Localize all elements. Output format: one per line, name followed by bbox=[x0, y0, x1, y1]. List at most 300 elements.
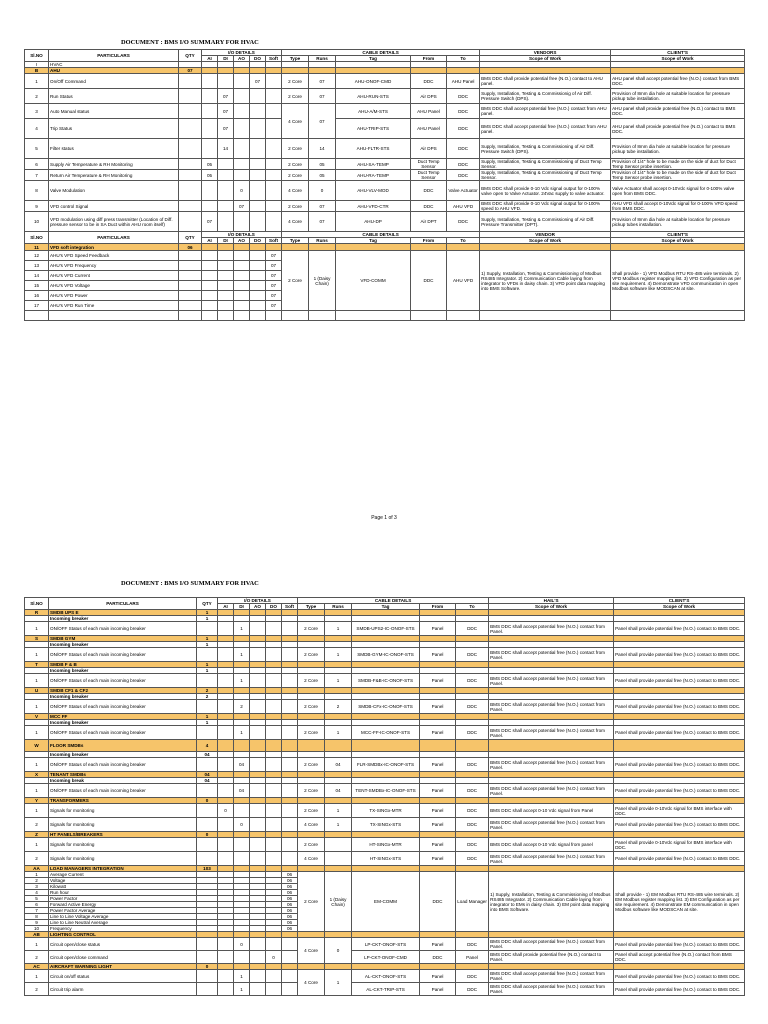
cell-ao bbox=[234, 74, 250, 89]
header-particulars: PARTICULARS bbox=[49, 232, 179, 244]
cell-particulars: VFD modulation using diff press transmitter (Location of Diff. pressure sensor to be in SA Duct within AHU room itself) bbox=[49, 212, 179, 232]
cell-qty bbox=[197, 818, 218, 832]
cell-soft bbox=[282, 983, 298, 996]
cell-tag: HT-SINGx-STS bbox=[352, 852, 420, 866]
cell-runs: 2 bbox=[325, 700, 352, 714]
cell-slno: 11 bbox=[25, 244, 49, 251]
cell-client-scope: Provision of 1/4" hole to be made on the side of duct for Duct Temp Sensor probe insertion. bbox=[611, 159, 745, 170]
cell-slno: AC bbox=[25, 964, 49, 970]
cell-vendor-scope: BMS DDC shall provide 0-10 Vdc signal output for 0-100% valve open to Valve Actuator. 24Vac supply to valve actuator. bbox=[480, 181, 611, 201]
cell-do bbox=[266, 818, 282, 832]
header-soft: Soft bbox=[282, 604, 298, 610]
header-qty: QTY bbox=[197, 598, 218, 610]
cell-do bbox=[266, 784, 282, 798]
cell-vendor-scope: BMS DDC shall accept potential free (N.O.) contact from AHU panel. bbox=[480, 104, 611, 119]
cell-particulars: Incoming breaker bbox=[49, 694, 197, 700]
cell-do bbox=[250, 301, 266, 311]
cell-do bbox=[266, 674, 282, 688]
cell-to: DDC bbox=[456, 784, 489, 798]
cell-particulars: Forward Active Energy bbox=[49, 902, 197, 908]
cell-slno: B bbox=[25, 68, 49, 74]
cell-ai bbox=[202, 271, 218, 281]
cell-slno: 1 bbox=[25, 838, 49, 852]
cell-qty bbox=[197, 804, 218, 818]
cell-ao bbox=[250, 740, 266, 752]
cell-to: DDC bbox=[447, 119, 480, 139]
cell-from: Panel bbox=[420, 818, 456, 832]
cell-di: 1 bbox=[234, 726, 250, 740]
header-slno: Sl.NO bbox=[25, 598, 49, 610]
cell-slno: 15 bbox=[25, 281, 49, 291]
table-row bbox=[25, 838, 745, 852]
cell-to: DDC bbox=[456, 700, 489, 714]
cell-do bbox=[266, 970, 282, 983]
cell-soft bbox=[266, 159, 282, 170]
cell-client-scope: Panel shall provide potential free (N.O.) contact to BMS DDC. bbox=[614, 983, 745, 996]
table-row bbox=[25, 139, 745, 159]
cell-do bbox=[250, 251, 266, 261]
cell-particulars: Line to Line Neutral Average bbox=[49, 920, 197, 926]
cell-di: 1 bbox=[234, 674, 250, 688]
table-row bbox=[25, 804, 745, 818]
cell-particulars: Incoming breaker bbox=[49, 616, 197, 622]
header-vendor-scope: Scope of Work bbox=[480, 56, 611, 62]
cell-type: 2 Core bbox=[298, 758, 325, 772]
cell-ai bbox=[202, 311, 218, 321]
cell-slno: S bbox=[25, 636, 49, 642]
cell-to bbox=[447, 311, 480, 321]
cell-di bbox=[218, 74, 234, 89]
cell-tag: AHU-VLV-MOD bbox=[336, 181, 411, 201]
cell-vendor-scope: Supply, Installation, Testing & Commissioning of Duct Temp Sensor. bbox=[480, 159, 611, 170]
cell-from: Duct Temp Sensor bbox=[411, 170, 447, 181]
cell-particulars: Signals for monitoring bbox=[49, 852, 197, 866]
cell-to: DDC bbox=[456, 648, 489, 662]
cell-ao bbox=[250, 648, 266, 662]
cell-slno: 8 bbox=[25, 914, 49, 920]
cell-vendor-scope bbox=[480, 244, 611, 251]
table-row bbox=[25, 951, 745, 964]
cell-ai: 05 bbox=[202, 159, 218, 170]
cell-qty bbox=[197, 938, 218, 951]
table-row bbox=[25, 818, 745, 832]
header-ao: AO bbox=[250, 604, 266, 610]
cell-qty bbox=[179, 301, 202, 311]
cell-slno: 1 bbox=[25, 674, 49, 688]
cell-soft: 06 bbox=[282, 884, 298, 890]
cell-from bbox=[420, 740, 456, 752]
cell-runs: 1 bbox=[325, 970, 352, 996]
cell-do bbox=[266, 838, 282, 852]
cell-type: 2 Core bbox=[282, 159, 309, 170]
cell-tag: FLR-SMDBx-IC-ONOF-STS bbox=[352, 758, 420, 772]
header-from: From bbox=[411, 56, 447, 62]
cell-particulars: Auto Manual status bbox=[49, 104, 179, 119]
cell-vendor-scope: Supply, Installation, Testing & Commissioning of Duct Temp Sensor. bbox=[480, 170, 611, 181]
cell-do bbox=[266, 726, 282, 740]
cell-slno: 5 bbox=[25, 896, 49, 902]
cell-soft bbox=[266, 89, 282, 104]
cell-to: Panel bbox=[456, 951, 489, 964]
cell-soft: 06 bbox=[282, 902, 298, 908]
cell-di bbox=[218, 291, 234, 301]
cell-from: Air DPT bbox=[411, 212, 447, 232]
cell-vendor-scope: BMS DDC shall accept 0-10 Vdc signal from Panel bbox=[489, 804, 614, 818]
cell-to: DDC bbox=[456, 726, 489, 740]
table-row bbox=[25, 700, 745, 714]
cell-to: DDC bbox=[447, 159, 480, 170]
cell-soft: 06 bbox=[282, 872, 298, 878]
cell-from: Panel bbox=[420, 622, 456, 636]
cell-to: DDC bbox=[456, 970, 489, 983]
cell-di bbox=[218, 301, 234, 311]
cell-qty bbox=[179, 201, 202, 212]
cell-tag: AHU-SA-TEMP bbox=[336, 159, 411, 170]
cell-slno: 1 bbox=[25, 758, 49, 772]
cell-soft: 06 bbox=[282, 914, 298, 920]
cell-qty bbox=[179, 139, 202, 159]
header-soft: Soft bbox=[266, 238, 282, 244]
cell-type: 4 Core bbox=[282, 181, 309, 201]
cell-di bbox=[234, 852, 250, 866]
cell-soft bbox=[282, 740, 298, 752]
cell-client-scope: Panel shall provide potential free (N.O.) contact to BMS DDC. bbox=[614, 700, 745, 714]
cell-slno: 7 bbox=[25, 170, 49, 181]
cell-do bbox=[266, 804, 282, 818]
cell-particulars: ON/OFF Status of each main incoming breaker bbox=[49, 784, 197, 798]
cell-qty bbox=[197, 622, 218, 636]
cell-from: DDC bbox=[420, 951, 456, 964]
cell-client-scope: Panel shall provide potential free (N.O.) contact to BMS DDC. bbox=[614, 758, 745, 772]
cell-to: DDC bbox=[456, 622, 489, 636]
cell-particulars: MCC FF bbox=[49, 714, 197, 720]
cell-soft bbox=[282, 622, 298, 636]
cell-type: 2 Core bbox=[298, 700, 325, 714]
cell-particulars: AHU's VFD Speed Feedback bbox=[49, 251, 179, 261]
cell-ao bbox=[250, 852, 266, 866]
cell-vendor-scope: Supply, Installation, Testing & Commissionig of Air Diff. Pressure Switch (DPS). bbox=[480, 89, 611, 104]
cell-slno: AA bbox=[25, 866, 49, 872]
cell-tag: LP-CKT-ONOF-STS bbox=[352, 938, 420, 951]
cell-soft bbox=[266, 104, 282, 119]
cell-particulars: Incoming breaker bbox=[49, 668, 197, 674]
cell-to bbox=[456, 740, 489, 752]
cell-ao bbox=[234, 159, 250, 170]
cell-vendor-scope: BMS DDC shall accept potential free (N.O.) contact from Panel. bbox=[489, 758, 614, 772]
cell-from: Panel bbox=[420, 700, 456, 714]
header-cable-details: CABLE DETAILS bbox=[282, 232, 480, 238]
cell-qty bbox=[179, 251, 202, 261]
cell-particulars: VFD control Signal bbox=[49, 201, 179, 212]
cell-do bbox=[266, 983, 282, 996]
cell-runs: 1 bbox=[325, 726, 352, 740]
cell-to: DDC bbox=[447, 212, 480, 232]
cell-do bbox=[250, 139, 266, 159]
cell-slno bbox=[25, 311, 49, 321]
cell-qty bbox=[179, 159, 202, 170]
cell-particulars: Valve Modulation bbox=[49, 181, 179, 201]
cell-tag: TX-SINGx-STS bbox=[352, 818, 420, 832]
cell-do bbox=[250, 244, 266, 251]
cell-slno: 1 bbox=[25, 74, 49, 89]
cell-ai bbox=[202, 119, 218, 139]
cell-particulars: Run hour bbox=[49, 890, 197, 896]
cell-type: 4 Core bbox=[298, 938, 325, 964]
cell-particulars: Signals for monitoring bbox=[49, 804, 197, 818]
cell-soft bbox=[266, 170, 282, 181]
cell-soft: 06 bbox=[282, 890, 298, 896]
cell-slno: 9 bbox=[25, 920, 49, 926]
cell-qty: 04 bbox=[197, 752, 218, 758]
header-cable-details: CABLE DETAILS bbox=[282, 50, 480, 56]
table-row bbox=[25, 758, 745, 772]
cell-ai bbox=[218, 700, 234, 714]
cell-from: Panel bbox=[420, 804, 456, 818]
cell-from: Panel bbox=[420, 674, 456, 688]
cell-from: Panel bbox=[420, 648, 456, 662]
cell-particulars bbox=[49, 311, 179, 321]
cell-tag: AL-CKT-ONOF-STS bbox=[352, 970, 420, 983]
cell-do bbox=[250, 311, 266, 321]
header-to: To bbox=[447, 238, 480, 244]
cell-ao bbox=[234, 244, 250, 251]
table-row bbox=[25, 181, 745, 201]
cell-particulars: Incoming break bbox=[49, 778, 197, 784]
cell-from: Panel bbox=[420, 758, 456, 772]
cell-di: 0 bbox=[234, 938, 250, 951]
cell-ao bbox=[250, 700, 266, 714]
section-row bbox=[25, 244, 745, 251]
table-row bbox=[25, 726, 745, 740]
cell-slno: 12 bbox=[25, 251, 49, 261]
cell-qty: 0 bbox=[197, 798, 218, 804]
cell-slno: 1 bbox=[25, 784, 49, 798]
merged-tag: VFD-COMM bbox=[336, 251, 411, 311]
cell-ao: 0 bbox=[234, 181, 250, 201]
table-row bbox=[25, 119, 745, 139]
cell-particulars: AHU's VFD Current bbox=[49, 271, 179, 281]
header-runs: Runs bbox=[325, 604, 352, 610]
cell-qty: 2 bbox=[197, 694, 218, 700]
merged-to: Load Manager bbox=[456, 872, 489, 932]
cell-ai bbox=[218, 740, 234, 752]
cell-do bbox=[250, 201, 266, 212]
cell-slno: 4 bbox=[25, 890, 49, 896]
header-ao: AO bbox=[234, 56, 250, 62]
cell-ao bbox=[234, 311, 250, 321]
header-di: DI bbox=[234, 604, 250, 610]
cell-runs: 05 bbox=[309, 170, 336, 181]
cell-slno: X bbox=[25, 772, 49, 778]
cell-qty: 04 bbox=[197, 772, 218, 778]
cell-particulars: Circuit trip alarm bbox=[49, 983, 197, 996]
cell-runs: 07 bbox=[309, 89, 336, 104]
cell-client-scope: Panel shall provide potential free (N.O.) contact to BMS DDC. bbox=[614, 938, 745, 951]
cell-particulars: AHU bbox=[49, 68, 179, 74]
cell-particulars: ON/OFF Status of each main incoming breaker bbox=[49, 758, 197, 772]
cell-particulars: AHU's VFD Run Time bbox=[49, 301, 179, 311]
cell-soft bbox=[282, 970, 298, 983]
cell-ai bbox=[202, 301, 218, 311]
cell-particulars: Circuit on/off status bbox=[49, 970, 197, 983]
cell-vendor-scope: BMS DDC shall accept potential free (N.O.) contact from Panel. bbox=[489, 700, 614, 714]
cell-ao bbox=[234, 170, 250, 181]
cell-ao bbox=[250, 784, 266, 798]
cell-slno: W bbox=[25, 740, 49, 752]
cell-runs: 07 bbox=[309, 201, 336, 212]
cell-particulars: VFD soft integration bbox=[49, 244, 179, 251]
cell-ao bbox=[250, 674, 266, 688]
cell-soft bbox=[266, 244, 282, 251]
merged-type: 2 Core bbox=[282, 251, 309, 311]
cell-qty bbox=[179, 181, 202, 201]
cell-type: 2 Core bbox=[282, 74, 309, 89]
header-particulars: PARTICULARS bbox=[49, 598, 197, 610]
cell-qty: 1 bbox=[197, 714, 218, 720]
cell-di bbox=[218, 281, 234, 291]
table-row bbox=[25, 201, 745, 212]
cell-slno: 6 bbox=[25, 159, 49, 170]
cell-from: Panel bbox=[420, 784, 456, 798]
header-particulars: PARTICULARS bbox=[49, 50, 179, 62]
cell-soft: 07 bbox=[266, 281, 282, 291]
cell-particulars: HVAC bbox=[49, 62, 179, 68]
cell-qty bbox=[197, 758, 218, 772]
cell-particulars: Incoming breaker bbox=[49, 752, 197, 758]
cell-particulars: On/Off Command bbox=[49, 74, 179, 89]
cell-type: 2 Core bbox=[282, 89, 309, 104]
cell-ai bbox=[218, 838, 234, 852]
cell-slno: 7 bbox=[25, 908, 49, 914]
cell-from: DDC bbox=[411, 201, 447, 212]
cell-do bbox=[250, 271, 266, 281]
merged-client-scope: Shall provide - 1) EM Modbus RTU RS-485 wire terminals. 2) EM Modbus register mapping list. 3) EM Configuration as per site requirement. 4) Demonstrate EM communication in open Modbus software like MODSCAN at site. bbox=[614, 872, 745, 932]
cell-qty: 0 bbox=[197, 832, 218, 838]
header-ai: AI bbox=[202, 56, 218, 62]
cell-particulars: Circuit open/close command bbox=[49, 951, 197, 964]
cell-tag: AHU-A/M-STS bbox=[336, 104, 411, 119]
table-row bbox=[25, 784, 745, 798]
cell-do: 0 bbox=[266, 951, 282, 964]
cell-type bbox=[298, 740, 325, 752]
cell-slno: 2 bbox=[25, 878, 49, 884]
cell-particulars: ON/OFF Status of each main incoming breaker bbox=[49, 674, 197, 688]
cell-slno: Z bbox=[25, 832, 49, 838]
cell-tag: AHU-FLTR-STS bbox=[336, 139, 411, 159]
cell-ai bbox=[202, 281, 218, 291]
table-row bbox=[25, 311, 745, 321]
cell-tag: SMDB-UPS2-IC-ONOF-STS bbox=[352, 622, 420, 636]
cell-ao bbox=[234, 291, 250, 301]
cell-slno: Y bbox=[25, 798, 49, 804]
header-from: From bbox=[411, 238, 447, 244]
cell-tag: SMDB-GYM-IC-ONOF-STS bbox=[352, 648, 420, 662]
cell-type: 2 Core bbox=[282, 201, 309, 212]
header-ai: AI bbox=[218, 604, 234, 610]
header-ao: AO bbox=[234, 238, 250, 244]
cell-client-scope: Valve Actuator shall accept 0-10Vdc signal for 0-100% valve open from BMS DDC. bbox=[611, 181, 745, 201]
cell-qty bbox=[179, 89, 202, 104]
cell-particulars: Signals for monitoring bbox=[49, 838, 197, 852]
cell-soft bbox=[266, 311, 282, 321]
cell-tag: SMDB-F&B-IC-ONOF-STS bbox=[352, 674, 420, 688]
cell-soft bbox=[282, 818, 298, 832]
cell-client-scope: Provision of 1/4" hole to be made on the side of duct for Duct Temp Sensor probe insertion. bbox=[611, 170, 745, 181]
cell-tag: AHU-RA-TEMP bbox=[336, 170, 411, 181]
cell-ai bbox=[202, 181, 218, 201]
cell-vendor-scope: BMS DDC shall accept potential free (N.O.) contact from Panel. bbox=[489, 852, 614, 866]
cell-ai bbox=[202, 89, 218, 104]
cell-qty bbox=[197, 970, 218, 983]
header-vendor: VENDOR bbox=[480, 232, 611, 238]
table-row bbox=[25, 212, 745, 232]
cell-particulars: Average Current bbox=[49, 872, 197, 878]
cell-runs: 1 bbox=[325, 622, 352, 636]
cell-client-scope: AHU panel shall provide potential free (N.O.) contact to BMS DDC. bbox=[611, 104, 745, 119]
cell-slno: 1 bbox=[25, 648, 49, 662]
cell-ao bbox=[250, 758, 266, 772]
cell-client-scope: Panel shall provide 0-10Vdc signal for BMS interface with DDC. bbox=[614, 804, 745, 818]
header-vendor: VENDORS bbox=[480, 50, 611, 56]
cell-ao bbox=[234, 281, 250, 291]
cell-do bbox=[266, 740, 282, 752]
header-io-details: I/O DETAILS bbox=[218, 598, 298, 604]
cell-vendor-scope bbox=[480, 311, 611, 321]
cell-from: Panel bbox=[420, 983, 456, 996]
cell-di bbox=[218, 261, 234, 271]
cell-slno: 10 bbox=[25, 212, 49, 232]
cell-to: AHU VFD bbox=[447, 201, 480, 212]
cell-di bbox=[218, 159, 234, 170]
cell-ai bbox=[202, 244, 218, 251]
cell-to: Valve Actuator bbox=[447, 181, 480, 201]
cell-particulars: ON/OFF Status of each main incoming breaker bbox=[49, 700, 197, 714]
cell-tag: SMDB-CFx-IC-ONOF-STS bbox=[352, 700, 420, 714]
cell-runs: 1 bbox=[325, 804, 352, 818]
cell-from bbox=[411, 311, 447, 321]
cell-soft: 07 bbox=[266, 291, 282, 301]
cell-tag bbox=[336, 311, 411, 321]
cell-type: 2 Core bbox=[298, 838, 325, 852]
cell-particulars: ON/OFF Status of each main incoming breaker bbox=[49, 622, 197, 636]
cell-type: 4 Core bbox=[298, 818, 325, 832]
cell-slno: 13 bbox=[25, 261, 49, 271]
cell-di bbox=[234, 838, 250, 852]
cell-soft: 07 bbox=[266, 261, 282, 271]
cell-qty bbox=[179, 291, 202, 301]
cell-client-scope: Provision of 8mm dia hole at suitable location for pressure pickup tubes installation. bbox=[611, 212, 745, 232]
cell-client-scope: Panel shall provide potential free (N.O.) contact to BMS DDC. bbox=[614, 726, 745, 740]
cell-do bbox=[250, 181, 266, 201]
merged-tag: EM-COMM bbox=[352, 872, 420, 932]
cell-type: 4 Core bbox=[298, 852, 325, 866]
header-client-scope: Scope of Work bbox=[611, 238, 745, 244]
cell-to: DDC bbox=[447, 89, 480, 104]
cell-slno: U bbox=[25, 688, 49, 694]
cell-ao bbox=[234, 139, 250, 159]
cell-soft: 07 bbox=[266, 271, 282, 281]
cell-di: 07 bbox=[218, 104, 234, 119]
cell-do bbox=[266, 648, 282, 662]
cell-to: DDC bbox=[456, 852, 489, 866]
cell-di: 04 bbox=[234, 758, 250, 772]
cell-qty bbox=[179, 119, 202, 139]
merged-to: AHU VFD bbox=[447, 251, 480, 311]
cell-slno: 3 bbox=[25, 884, 49, 890]
cell-do bbox=[250, 104, 266, 119]
cell-soft bbox=[266, 181, 282, 201]
cell-do bbox=[250, 291, 266, 301]
